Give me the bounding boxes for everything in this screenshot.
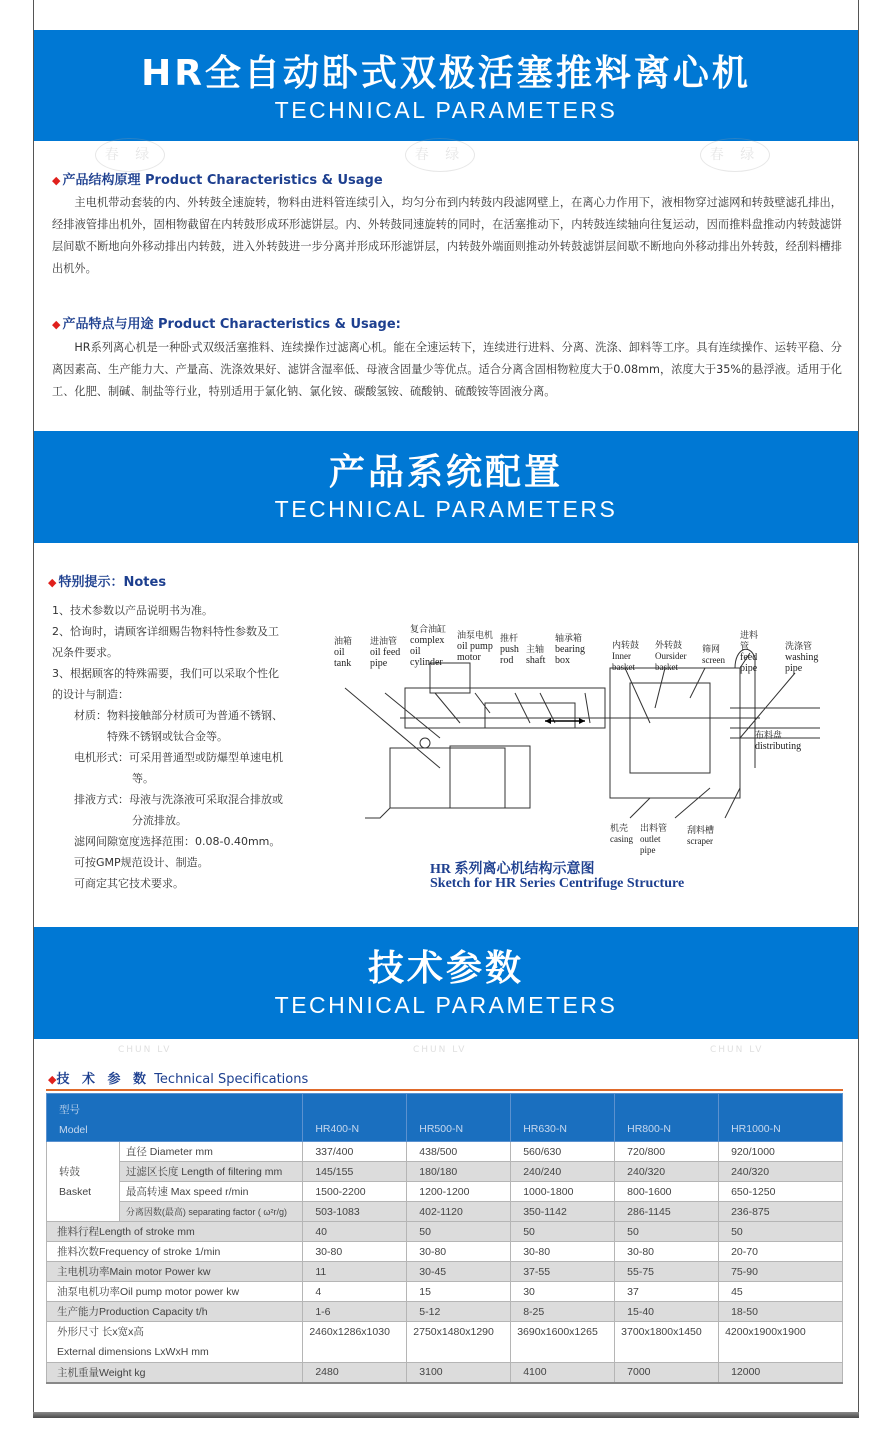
cell: 18-50 <box>719 1302 843 1322</box>
row-label: 分离因数(最高) separating factor ( ω²r/g) <box>119 1202 302 1222</box>
cell: 7000 <box>615 1363 719 1383</box>
label-bearing-box: 轴承箱 bearing box <box>555 633 585 666</box>
row-label: 生产能力Production Capacity t/h <box>47 1302 303 1322</box>
row-label: 过滤区长度 Length of filtering mm <box>119 1162 302 1182</box>
cell: 2460x1286x1030 <box>303 1322 407 1363</box>
cell: 2750x1480x1290 <box>407 1322 511 1363</box>
table-row <box>47 1142 843 1162</box>
model-header: 型号 Model <box>47 1094 303 1142</box>
watermark-logo: 春 绿 <box>405 138 475 172</box>
cell: 240/240 <box>511 1162 615 1182</box>
label-outsider-basket: 外转鼓 Oursider basket <box>655 640 687 672</box>
label-scraper: 刮料槽 scraper <box>687 825 715 846</box>
cell: 240/320 <box>719 1162 843 1182</box>
banner-system-config <box>34 431 858 543</box>
structure-heading-en: Product Characteristics & Usage <box>145 173 383 188</box>
note-line: 可商定其它技术要求。 <box>74 877 184 890</box>
cell: 50 <box>719 1222 843 1242</box>
page-frame-bottom <box>33 1412 859 1418</box>
cell: 286-1145 <box>615 1202 719 1222</box>
cell: 12000 <box>719 1363 843 1383</box>
note-line: 排液方式：母液与洗涤液可采取混合排放或 <box>74 793 283 806</box>
cell: 2480 <box>303 1363 407 1383</box>
structure-paragraph: 主电机带动套装的内、外转鼓全速旋转，物料由进料管连续引入，均匀分布到内转鼓内段滤网壁上，在离心力作用下，液相物穿过滤网和转鼓壁滤孔排出，经排液管排出机外，固相物截留在内转鼓形成环形滤饼层。内、外转鼓同速旋转的同时，在活塞推动下，内转鼓连续轴向往复运动，因而推料盘推动内转鼓滤饼层间歇不断地向外移动排出内转鼓，进入外转鼓进一步分离并形成环形滤饼层，内转鼓外端面则推动外转鼓滤饼层间歇不断地向外移动排出外转鼓，经刮料槽排出机外。 <box>52 196 842 275</box>
label-casing: 机壳 casing <box>610 823 633 844</box>
features-heading-en: Product Characteristics & Usage: <box>158 317 401 332</box>
table-row <box>47 1242 843 1262</box>
cell: 438/500 <box>407 1142 511 1162</box>
label-oil-pump-motor: 油泵电机 oil pump motor <box>457 630 494 663</box>
model-column-header: HR500-N <box>407 1094 511 1142</box>
cell: 11 <box>303 1262 407 1282</box>
centrifuge-structure-diagram <box>330 624 830 898</box>
cell: 30 <box>511 1282 615 1302</box>
row-label: 最高转速 Max speed r/min <box>119 1182 302 1202</box>
cell: 50 <box>511 1222 615 1242</box>
heading-divider <box>46 1089 843 1091</box>
cell: 30-80 <box>407 1242 511 1262</box>
cell: 55-75 <box>615 1262 719 1282</box>
cell: 20-70 <box>719 1242 843 1262</box>
cell: 3690x1600x1265 <box>511 1322 615 1363</box>
note-line: 滤网间隙宽度选择范围：0.08-0.40mm。 <box>74 835 281 848</box>
cell: 8-25 <box>511 1302 615 1322</box>
banner-subtitle: TECHNICAL PARAMETERS <box>274 992 618 1018</box>
label-feed-pipe: 进料管 feed pipe <box>740 630 759 674</box>
cell: 5-12 <box>407 1302 511 1322</box>
row-label: 直径 Diameter mm <box>119 1142 302 1162</box>
cell: 650-1250 <box>719 1182 843 1202</box>
cell: 75-90 <box>719 1262 843 1282</box>
model-column-header: HR800-N <box>615 1094 719 1142</box>
cell: 1-6 <box>303 1302 407 1322</box>
specs-heading-cn: 技 术 参 数 <box>56 1072 151 1087</box>
note-line: 材质：物料接触部分材质可为普通不锈钢、 <box>74 709 283 722</box>
notes-heading-cn: 特别提示： <box>58 575 124 590</box>
specs-heading-en: Technical Specifications <box>154 1072 309 1087</box>
diamond-bullet-icon: ◆ <box>52 174 61 187</box>
table-row <box>47 1182 843 1202</box>
cell: 15-40 <box>615 1302 719 1322</box>
note-line: 2、恰询时，请顾客详细赐告物料特性参数及工 <box>52 625 279 638</box>
cell: 4200x1900x1900 <box>719 1322 843 1363</box>
table-header-row <box>47 1094 843 1142</box>
page-title: HR全自动卧式双极活塞推料离心机 <box>141 53 751 94</box>
banner-technical-specs <box>34 927 858 1039</box>
note-line: 等。 <box>132 772 154 785</box>
diagram-caption-en: Sketch for HR Series Centrifuge Structure <box>430 876 685 891</box>
cell: 350-1142 <box>511 1202 615 1222</box>
row-label: 外形尺寸 长x宽x高 External dimensions LxWxH mm <box>47 1322 303 1363</box>
features-paragraph: HR系列离心机是一种卧式双级活塞推料、连续操作过滤离心机。能在全速运转下，连续进行进料、分离、洗涤、卸料等工序。具有连续操作、运转平稳、分离因素高、生产能力大、产量高、洗涤效果好、滤饼含湿率低、母液含固量少等优点。适合分离含固相物粒度大于0.08mm，浓度大于35%的悬浮液。适用于化工、化肥、制碱、制盐等行业，特别适用于氯化钠、氯化铵、碳酸氢铵、硫酸钠、硫酸铵等固液分离。 <box>52 341 842 398</box>
label-screen: 筛网 screen <box>702 644 725 665</box>
cell: 40 <box>303 1222 407 1242</box>
cell: 236-875 <box>719 1202 843 1222</box>
notes-heading-en: Notes <box>123 575 167 590</box>
diamond-bullet-icon: ◆ <box>48 576 57 589</box>
cell: 720/800 <box>615 1142 719 1162</box>
watermark-logo: 春 绿 <box>700 138 770 172</box>
model-column-header: HR1000-N <box>719 1094 843 1142</box>
label-inner-basket: 内转鼓 Inner basket <box>612 640 640 672</box>
basket-group-label: 转鼓 Basket <box>47 1142 120 1222</box>
cell: 337/400 <box>303 1142 407 1162</box>
cell: 4100 <box>511 1363 615 1383</box>
table-row <box>47 1322 843 1363</box>
banner-subtitle: TECHNICAL PARAMETERS <box>274 496 618 522</box>
table-row <box>47 1162 843 1182</box>
cell: 240/320 <box>615 1162 719 1182</box>
cell: 50 <box>615 1222 719 1242</box>
watermark-text: CHUN LV <box>413 1045 467 1055</box>
watermark-logo: 春 绿 <box>95 138 165 172</box>
diamond-bullet-icon: ◆ <box>52 318 61 331</box>
note-line: 特殊不锈钢或钛合金等。 <box>107 730 228 743</box>
model-column-header: HR630-N <box>511 1094 615 1142</box>
note-line: 3、根据顾客的特殊需要，我们可以采取个性化 <box>52 667 279 680</box>
structure-heading <box>52 169 383 188</box>
diagram-caption-cn: HR 系列离心机结构示意图 <box>430 862 595 877</box>
cell: 37-55 <box>511 1262 615 1282</box>
cell: 50 <box>407 1222 511 1242</box>
table-row <box>47 1202 843 1222</box>
label-distributing: 布料盘 distributing <box>755 730 802 752</box>
note-line: 可按GMP规范设计、制造。 <box>74 856 209 869</box>
note-line: 1、技术参数以产品说明书为准。 <box>52 604 213 617</box>
cell: 30-80 <box>511 1242 615 1262</box>
label-push-rod: 推杆 push rod <box>500 633 519 666</box>
row-label: 油泵电机功率Oil pump motor power kw <box>47 1282 303 1302</box>
section-title: 技术参数 <box>367 948 524 989</box>
cell: 1500-2200 <box>303 1182 407 1202</box>
cell: 503-1083 <box>303 1202 407 1222</box>
cell: 30-80 <box>303 1242 407 1262</box>
cell: 800-1600 <box>615 1182 719 1202</box>
watermark-text: CHUN LV <box>118 1045 172 1055</box>
cell: 180/180 <box>407 1162 511 1182</box>
structure-heading-cn: 产品结构原理 <box>62 173 141 188</box>
cell: 3100 <box>407 1363 511 1383</box>
table-row <box>47 1302 843 1322</box>
table-row <box>47 1262 843 1282</box>
note-line: 况条件要求。 <box>52 646 118 659</box>
row-label: 推料行程Length of stroke mm <box>47 1222 303 1242</box>
cell: 30-80 <box>615 1242 719 1262</box>
specs-heading <box>48 1068 308 1087</box>
row-label: 主机重量Weight kg <box>47 1363 303 1383</box>
cell: 560/630 <box>511 1142 615 1162</box>
diamond-bullet-icon: ◆ <box>48 1073 57 1086</box>
notes-heading <box>48 571 166 590</box>
cell: 1000-1800 <box>511 1182 615 1202</box>
row-label: 主电机功率Main motor Power kw <box>47 1262 303 1282</box>
label-oil-feed-pipe: 进油管 oil feed pipe <box>370 636 401 669</box>
note-line: 电机形式：可采用普通型或防爆型单速电机 <box>74 751 283 764</box>
note-line: 的设计与制造： <box>52 688 129 701</box>
cell: 920/1000 <box>719 1142 843 1162</box>
table-row <box>47 1363 843 1383</box>
cell: 30-45 <box>407 1262 511 1282</box>
features-heading <box>52 313 401 332</box>
label-shaft: 主轴 shaft <box>526 644 546 666</box>
watermark-text: CHUN LV <box>710 1045 764 1055</box>
cell: 3700x1800x1450 <box>615 1322 719 1363</box>
banner-subtitle: TECHNICAL PARAMETERS <box>274 97 618 123</box>
cell: 37 <box>615 1282 719 1302</box>
note-line: 分流排放。 <box>132 814 187 827</box>
table-row <box>47 1222 843 1242</box>
cell: 145/155 <box>303 1162 407 1182</box>
table-row <box>47 1282 843 1302</box>
cell: 402-1120 <box>407 1202 511 1222</box>
specs-table <box>46 1093 843 1384</box>
label-oil-tank: 油箱 oil tank <box>334 636 353 669</box>
row-label: 推料次数Frequency of stroke 1/min <box>47 1242 303 1262</box>
label-washing-pipe: 洗涤管 washing pipe <box>785 641 819 674</box>
model-column-header: HR400-N <box>303 1094 407 1142</box>
notes-list <box>52 600 312 894</box>
cell: 45 <box>719 1282 843 1302</box>
features-heading-cn: 产品特点与用途 <box>62 317 154 332</box>
cell: 15 <box>407 1282 511 1302</box>
cell: 4 <box>303 1282 407 1302</box>
label-outlet-pipe: 出料管 outlet pipe <box>640 823 668 855</box>
banner-product-title <box>34 30 858 141</box>
cell: 1200-1200 <box>407 1182 511 1202</box>
label-complex-oil-cylinder: 复合油缸 complex oil cylinder <box>410 624 447 668</box>
section-title: 产品系统配置 <box>328 452 563 493</box>
